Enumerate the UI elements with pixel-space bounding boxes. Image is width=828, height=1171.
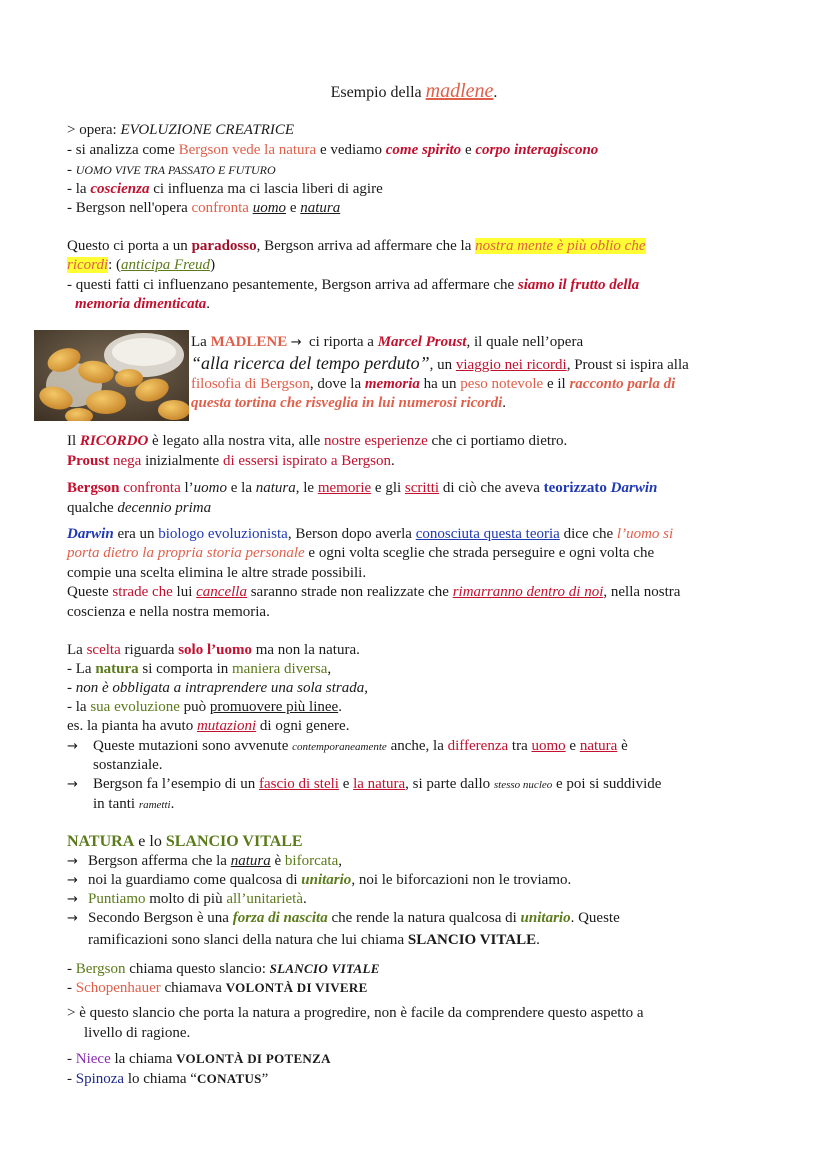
- paradox-line-2: ricordi: (anticipa Freud): [67, 257, 216, 273]
- darwin1-line-1: Bergson confronta l’uomo e la natura, le memorie e gli scritti di ciò che aveva teorizzato Darwin: [67, 480, 658, 496]
- names-line-1: - Bergson chiama questo slancio: SLANCIO VITALE: [67, 961, 380, 977]
- madeleine-photo: [34, 330, 189, 421]
- darwin2-line-2: porta dietro la propria storia personale e ogni volta sceglie che strada perseguire e ogni volta che: [67, 545, 655, 561]
- madlene-line-1: La MADLENE → ci riporta a Marcel Proust, il quale nell’opera: [191, 334, 584, 350]
- scelta-line-3: - non è obbligata a intraprendere una sola strada,: [67, 680, 368, 696]
- darwin2-line-1: Darwin era un biologo evoluzionista, Berson dopo averla conosciuta questa teoria dice che l’uomo si: [67, 526, 674, 542]
- scelta-line-1: La scelta riguarda solo l’uomo ma non la natura.: [67, 642, 360, 658]
- scelta-line-8: → Bergson fa l’esempio di un fascio di steli e la natura, si parte dallo stesso nucleo e poi si suddivide: [67, 776, 662, 792]
- arrow-icon: →: [67, 739, 78, 754]
- arrow-icon: →: [67, 892, 78, 907]
- page-title: [0, 80, 828, 104]
- names-line-2: - Schopenhauer chiamava VOLONTÀ DI VIVERE: [67, 980, 368, 996]
- madlene-line-3: filosofia di Bergson, dove la memoria ha un peso notevole e il racconto parla di: [191, 376, 676, 392]
- darwin1-line-2: qualche decennio prima: [67, 500, 212, 516]
- slancio-line-2: → noi la guardiamo come qualcosa di unitario, noi le biforcazioni non le troviamo.: [67, 872, 572, 888]
- title-madlene: madlene: [425, 80, 494, 102]
- madeleine-image-icon: [34, 330, 189, 421]
- madlene-line-4: questa tortina che risveglia in lui numerosi ricordi.: [191, 395, 507, 411]
- title-suffix: .: [493, 84, 498, 101]
- title-prefix: Esempio della: [330, 84, 426, 101]
- scelta-line-2: - La natura si comporta in maniera diversa,: [67, 661, 332, 677]
- intro-line-4: - la coscienza ci influenza ma ci lascia liberi di agire: [67, 181, 383, 197]
- arrow-icon: →: [67, 911, 78, 926]
- ricordo-line-1: Il RICORDO è legato alla nostra vita, alle nostre esperienze che ci portiamo dietro.: [67, 433, 568, 449]
- intro-line-3: - UOMO VIVE TRA PASSATO E FUTURO: [67, 162, 276, 178]
- scelta-line-7: sostanziale.: [93, 757, 163, 773]
- paradox-line-4: memoria dimenticata.: [75, 296, 210, 312]
- darwin2-line-5: coscienza e nella nostra memoria.: [67, 604, 270, 620]
- darwin2-line-4: Queste strade che lui cancella saranno strade non realizzate che rimarranno dentro di noi, nella nostra: [67, 584, 681, 600]
- ricordo-line-2: Proust nega inizialmente di essersi ispirato a Bergson.: [67, 453, 395, 469]
- names2-line-1: - Niece la chiama VOLONTÀ DI POTENZA: [67, 1051, 331, 1067]
- scelta-line-4: - la sua evoluzione può promuovere più linee.: [67, 699, 342, 715]
- intro-line-2: - si analizza come Bergson vede la natura e vediamo come spirito e corpo interagiscono: [67, 142, 599, 158]
- slancio-line-3: → Puntiamo molto di più all’unitarietà.: [67, 891, 307, 907]
- arrow-icon: →: [67, 854, 78, 869]
- scelta-line-6: → Queste mutazioni sono avvenute contemporaneamente anche, la differenza tra uomo e natura è: [67, 738, 628, 754]
- paradox-line-1: Questo ci porta a un paradosso, Bergson arriva ad affermare che la nostra mente è più oblio che: [67, 238, 646, 254]
- scelta-line-9: in tanti rametti.: [93, 796, 175, 812]
- arrow-icon: →: [67, 777, 78, 792]
- slancio-heading: NATURA e lo SLANCIO VITALE: [67, 833, 303, 850]
- names2-line-2: - Spinoza lo chiama “CONATUS”: [67, 1071, 269, 1087]
- darwin2-line-3: compie una scelta elimina le altre strade possibili.: [67, 565, 367, 581]
- intro-line-1: > opera: EVOLUZIONE CREATRICE: [67, 122, 295, 138]
- slancio-line-1: → Bergson afferma che la natura è biforcata,: [67, 853, 342, 869]
- intro-line-5: - Bergson nell'opera confronta uomo e natura: [67, 200, 341, 216]
- progress-line-1: > è questo slancio che porta la natura a progredire, non è facile da comprendere questo aspetto a: [67, 1005, 644, 1021]
- arrow-icon: →: [67, 873, 78, 888]
- paradox-line-3: - questi fatti ci influenzano pesantemente, Bergson arriva ad affermare che siamo il frutto della: [67, 277, 640, 293]
- progress-line-2: livello di ragione.: [84, 1025, 191, 1041]
- arrow-icon: →: [290, 335, 302, 350]
- scelta-line-5: es. la pianta ha avuto mutazioni di ogni genere.: [67, 718, 350, 734]
- madlene-line-2: “alla ricerca del tempo perduto”, un viaggio nei ricordi, Proust si ispira alla: [191, 353, 689, 373]
- slancio-line-5: ramificazioni sono slanci della natura che lui chiama SLANCIO VITALE.: [88, 932, 540, 948]
- slancio-line-4: → Secondo Bergson è una forza di nascita che rende la natura qualcosa di unitario. Queste: [67, 910, 620, 926]
